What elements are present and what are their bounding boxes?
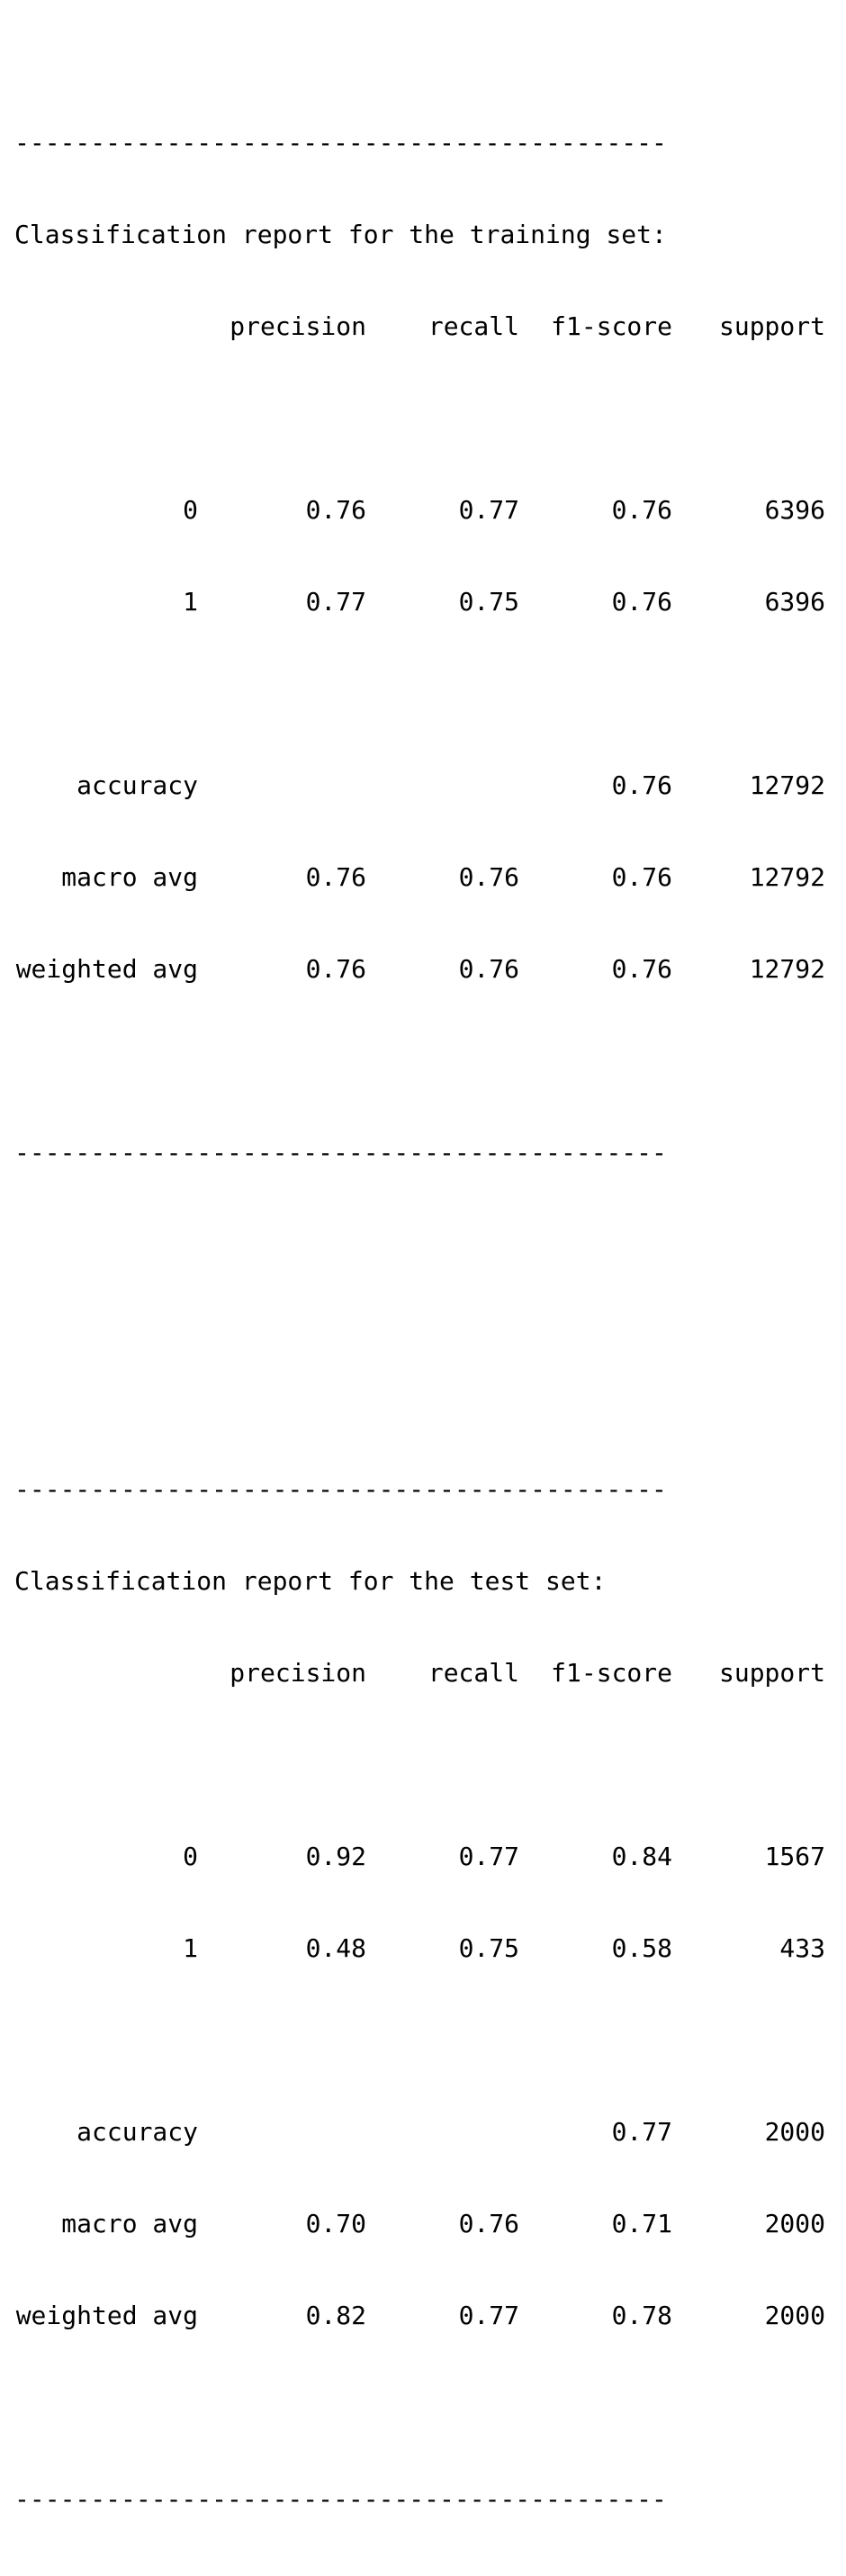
row-label: macro avg (61, 2209, 198, 2238)
class-row-0 (14, 495, 825, 526)
f1-value: 0.84 (611, 1842, 672, 1871)
support-value: 2000 (764, 2209, 825, 2238)
support-value: 12792 (749, 954, 825, 984)
recall-value: 0.77 (458, 2301, 519, 2330)
header-f1-score: f1-score (551, 1658, 672, 1688)
precision-value: 0.76 (305, 495, 366, 525)
f1-value: 0.76 (611, 862, 672, 892)
row-label: weighted avg (15, 2301, 198, 2330)
support-value: 12792 (749, 862, 825, 892)
support-value: 2000 (764, 2117, 825, 2147)
classification-reports-output (14, 5, 825, 2576)
precision-value: 0.92 (305, 1842, 366, 1871)
f1-value: 0.77 (611, 2117, 672, 2147)
report-title: Classification report for the training set: (14, 220, 667, 249)
row-label: 0 (183, 1842, 198, 1871)
row-label: 0 (183, 495, 198, 525)
recall-value: 0.76 (458, 954, 519, 984)
header-recall: recall (428, 1658, 519, 1688)
header-support: support (718, 311, 825, 341)
row-label: accuracy (76, 2117, 198, 2147)
separator-line: ------------------------------------------- (14, 128, 667, 158)
precision-value: 0.82 (305, 2301, 366, 2330)
header-precision: precision (230, 1658, 366, 1688)
precision-value: 0.77 (305, 587, 366, 617)
row-label: accuracy (76, 770, 198, 800)
support-value: 12792 (749, 770, 825, 800)
support-value: 2000 (764, 2301, 825, 2330)
accuracy-row (14, 2117, 825, 2148)
weighted-avg-row (14, 954, 825, 985)
column-header-row (14, 311, 825, 342)
precision-value: 0.76 (305, 954, 366, 984)
recall-value: 0.75 (458, 1933, 519, 1963)
header-recall: recall (428, 311, 519, 341)
separator-line: ------------------------------------------- (14, 2484, 667, 2514)
header-f1-score: f1-score (551, 311, 672, 341)
f1-value: 0.76 (611, 954, 672, 984)
recall-value: 0.75 (458, 587, 519, 617)
column-header-row (14, 1658, 825, 1689)
separator-line: ------------------------------------------- (14, 1138, 667, 1167)
f1-value: 0.76 (611, 770, 672, 800)
accuracy-row (14, 770, 825, 801)
class-row-1 (14, 1933, 825, 1964)
class-row-0 (14, 1842, 825, 1872)
recall-value: 0.77 (458, 495, 519, 525)
support-value: 6396 (764, 495, 825, 525)
f1-value: 0.78 (611, 2301, 672, 2330)
class-row-1 (14, 587, 825, 617)
weighted-avg-row (14, 2301, 825, 2331)
f1-value: 0.58 (611, 1933, 672, 1963)
precision-value: 0.70 (305, 2209, 366, 2238)
precision-value: 0.76 (305, 862, 366, 892)
row-label: 1 (183, 587, 198, 617)
support-value: 433 (779, 1933, 825, 1963)
macro-avg-row (14, 2209, 825, 2239)
report-title: Classification report for the test set: (14, 1566, 607, 1596)
recall-value: 0.76 (458, 862, 519, 892)
separator-line: ------------------------------------------- (14, 1474, 667, 1504)
recall-value: 0.77 (458, 1842, 519, 1871)
recall-value: 0.76 (458, 2209, 519, 2238)
header-precision: precision (230, 311, 366, 341)
macro-avg-row (14, 862, 825, 893)
precision-value: 0.48 (305, 1933, 366, 1963)
f1-value: 0.76 (611, 495, 672, 525)
support-value: 6396 (764, 587, 825, 617)
f1-value: 0.76 (611, 587, 672, 617)
support-value: 1567 (764, 1842, 825, 1871)
row-label: macro avg (61, 862, 198, 892)
row-label: 1 (183, 1933, 198, 1963)
row-label: weighted avg (15, 954, 198, 984)
header-support: support (718, 1658, 825, 1688)
f1-value: 0.71 (611, 2209, 672, 2238)
